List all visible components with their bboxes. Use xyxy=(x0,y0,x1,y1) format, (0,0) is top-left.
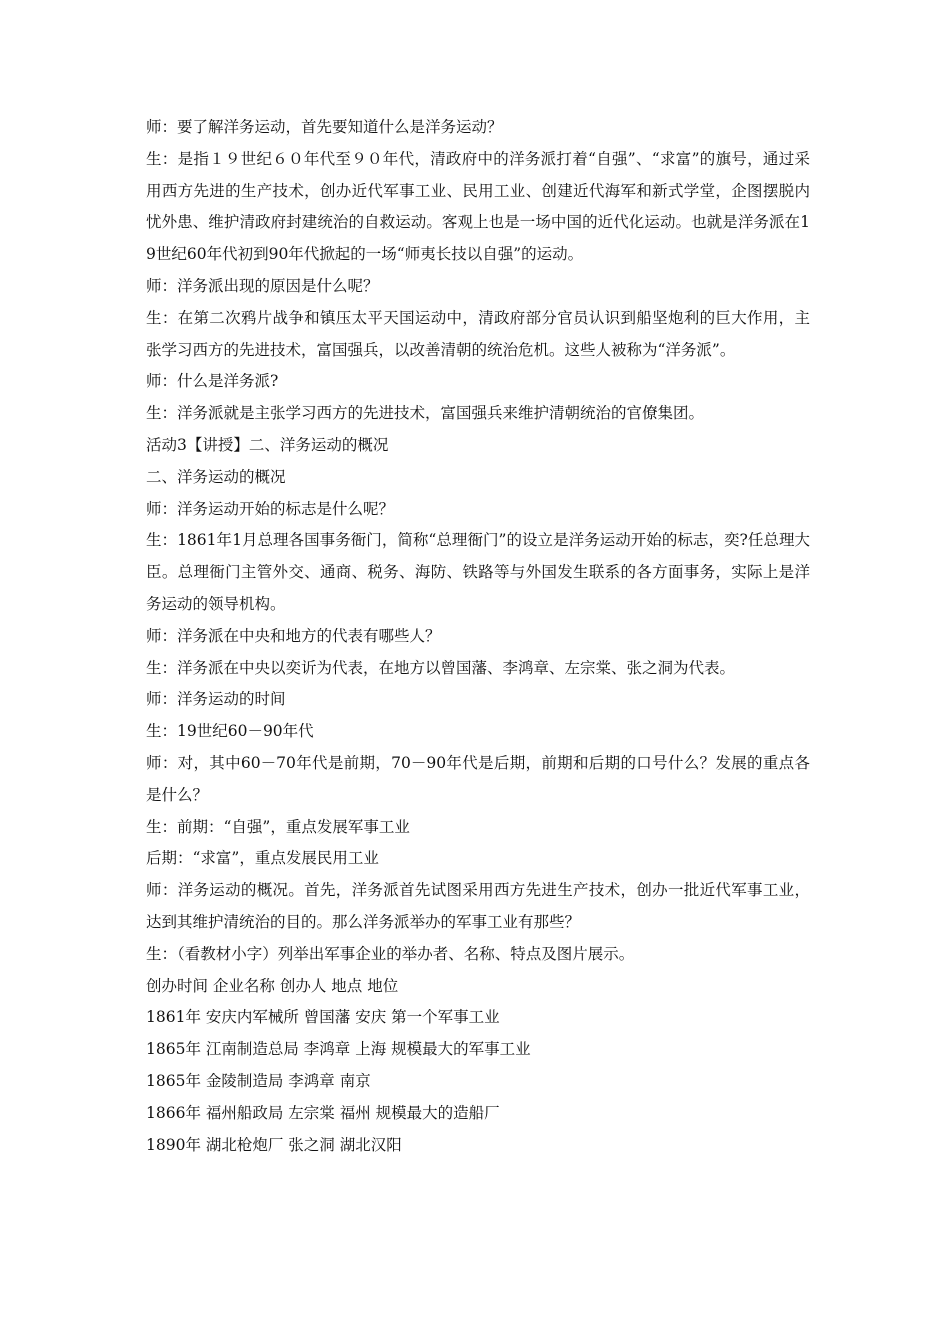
paragraph-cause-answer: 生：在第二次鸦片战争和镇压太平天国运动中，清政府部分官员认识到船坚炮利的巨大作用，主张学习西方的先进技术，富国强兵，以改善清朝的统治危机。这些人被称为“洋务派”。 xyxy=(146,308,810,359)
paragraph-definition-question: 师：要了解洋务运动，首先要知道什么是洋务运动？ xyxy=(146,118,503,136)
paragraph-time-question: 师：洋务运动的时间 xyxy=(146,690,286,709)
activity-heading: 活动3【讲授】二、洋务运动的概况 xyxy=(146,435,389,454)
paragraph-definition-answer: 生：是指１９世纪６０年代至９０年代，清政府中的洋务派打着“自强”、“求富”的旗号，通过采用西方先进的生产技术，创办近代军事工业、民用工业、创建近代海军和新式学堂，企图摆脱内忧外患、维护清政府封建统治的自救运动。客观上也是一场中国的近代化运动。也就是洋务派在19世纪60年代初到90年代掀起的一场“师夷长技以自强”的运动。 xyxy=(146,149,810,264)
table-row: 1865年 江南制造总局 李鸿章 上海 规模最大的军事工业 xyxy=(146,1040,531,1059)
paragraph-phases-question: 师：对，其中60－70年代是前期，70－90年代是后期，前期和后期的口号什么？发展的重点各是什么？ xyxy=(146,753,810,804)
paragraph-representatives-answer: 生：洋务派在中央以奕䜣为代表，在地方以曾国藩、李鸿章、左宗棠、张之洞为代表。 xyxy=(146,658,736,677)
paragraph-representatives-question: 师：洋务派在中央和地方的代表有哪些人？ xyxy=(146,626,441,645)
paragraph-start-answer: 生：1861年1月总理各国事务衙门，简称“总理衙门”的设立是洋务运动开始的标志，奕?任总理大臣。总理衙门主管外交、通商、税务、海防、铁路等与外国发生联系的各方面事务，实际上是洋务运动的领导机构。 xyxy=(146,531,810,613)
paragraph-late-phase: 后期：“求富”，重点发展民用工业 xyxy=(146,849,379,868)
paragraph-early-phase: 生：前期：“自强”，重点发展军事工业 xyxy=(146,817,410,836)
table-row: 1890年 湖北枪炮厂 张之洞 湖北汉阳 xyxy=(146,1135,402,1154)
table-row: 1861年 安庆内军械所 曾国藩 安庆 第一个军事工业 xyxy=(146,1008,500,1027)
table-row: 1866年 福州船政局 左宗棠 福州 规模最大的造船厂 xyxy=(146,1103,500,1122)
paragraph-time-answer: 生：19世纪60－90年代 xyxy=(146,722,314,741)
table-row: 1865年 金陵制造局 李鸿章 南京 xyxy=(146,1071,371,1090)
paragraph-overview-question: 师：洋务运动的概况。首先，洋务派首先试图采用西方先进生产技术，创办一批近代军事工业，达到其维护清统治的目的。那么洋务派举办的军事工业有那些？ xyxy=(146,881,810,931)
paragraph-faction-question: 师：什么是洋务派? xyxy=(146,372,279,391)
paragraph-faction-answer: 生：洋务派就是主张学习西方的先进技术，富国强兵来维护清朝统治的官僚集团。 xyxy=(146,404,705,423)
table-header-row: 创办时间 企业名称 创办人 地点 地位 xyxy=(146,976,399,995)
document-body xyxy=(146,112,810,1161)
section-heading: 二、洋务运动的概况 xyxy=(146,467,286,486)
paragraph-cause-question: 师：洋务派出现的原因是什么呢？ xyxy=(146,276,379,295)
paragraph-overview-answer: 生：（看教材小字）列举出军事企业的举办者、名称、特点及图片展示。 xyxy=(146,944,635,963)
paragraph-start-question: 师：洋务运动开始的标志是什么呢？ xyxy=(146,499,395,518)
